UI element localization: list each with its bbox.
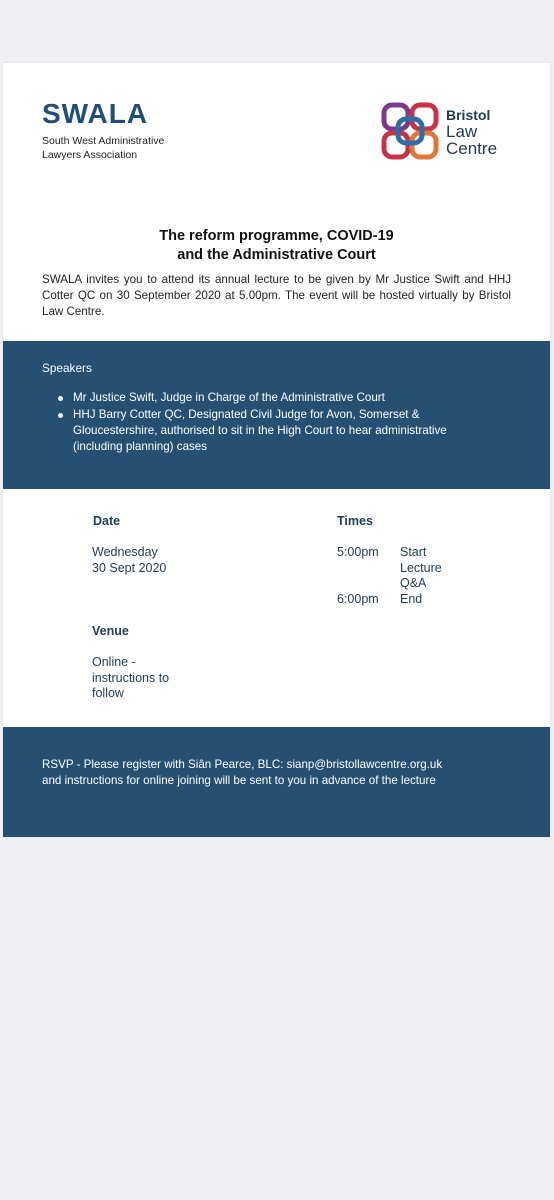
swala-name: SWALA xyxy=(42,98,149,129)
blc-line2: Law xyxy=(446,122,478,141)
bullet-icon xyxy=(58,413,63,418)
flyer-page xyxy=(3,63,550,837)
event-title xyxy=(3,227,550,265)
speakers-band xyxy=(3,341,550,489)
swala-subtitle-line2: Lawyers Association xyxy=(42,149,138,161)
swala-subtitle xyxy=(42,134,164,162)
date-line1: Wednesday xyxy=(92,545,158,559)
blc-line1: Bristol xyxy=(446,107,491,123)
date-value xyxy=(92,545,166,576)
venue-title: Venue xyxy=(92,624,129,638)
venue-line3: follow xyxy=(92,686,124,700)
time-value: 5:00pm xyxy=(337,545,379,559)
bristol-law-centre-logo xyxy=(378,99,518,165)
time-value xyxy=(337,576,379,592)
time-label: Start xyxy=(400,545,427,559)
blc-line3: Centre xyxy=(446,139,498,158)
title-line2: and the Administrative Court xyxy=(177,247,376,263)
times-title: Times xyxy=(337,514,373,528)
speakers-list xyxy=(42,390,482,456)
blc-knot-icon xyxy=(378,99,444,165)
bullet-icon xyxy=(58,396,63,401)
speaker-item xyxy=(42,390,482,406)
time-label: Q&A xyxy=(400,576,427,590)
venue-value xyxy=(92,655,169,702)
time-value: 6:00pm xyxy=(337,591,379,606)
speaker-text: Mr Justice Swift, Judge in Charge of the Administrative Court xyxy=(73,391,385,404)
swala-logo xyxy=(42,99,164,162)
time-label: Lecture xyxy=(400,560,442,575)
date-title: Date xyxy=(93,514,121,528)
date-line2: 30 Sept 2020 xyxy=(92,560,167,575)
rsvp-text: RSVP - Please register with Siân Pearce, BLC: sianp@bristollawcentre.org.uk and instructions for online joining will be sent to you in advance of the lecture xyxy=(42,758,443,787)
title-line1: The reform programme, COVID-19 xyxy=(159,228,394,244)
intro-paragraph: SWALA invites you to attend its annual lecture to be given by Mr Justice Swift and HHJ Cotter QC on 30 September 2020 at 5.00pm. The event will be hosted virtually by Bristol Law Centre. xyxy=(42,273,511,318)
swala-subtitle-line1: South West Administrative xyxy=(42,135,165,147)
venue-line2: instructions to xyxy=(92,670,170,685)
time-value xyxy=(337,561,379,577)
rsvp-band xyxy=(3,727,550,837)
times-time-column xyxy=(337,545,379,607)
speakers-title: Speakers xyxy=(42,361,92,375)
blc-wordmark xyxy=(446,107,497,157)
time-label: End xyxy=(400,591,423,606)
speaker-text: HHJ Barry Cotter QC, Designated Civil Judge for Avon, Somerset & Gloucestershire, authorised to sit in the High Court to hear administrative (including planning) cases xyxy=(73,408,447,453)
times-label-column xyxy=(400,545,442,607)
venue-line1: Online - xyxy=(92,655,136,669)
speaker-item xyxy=(42,407,482,455)
